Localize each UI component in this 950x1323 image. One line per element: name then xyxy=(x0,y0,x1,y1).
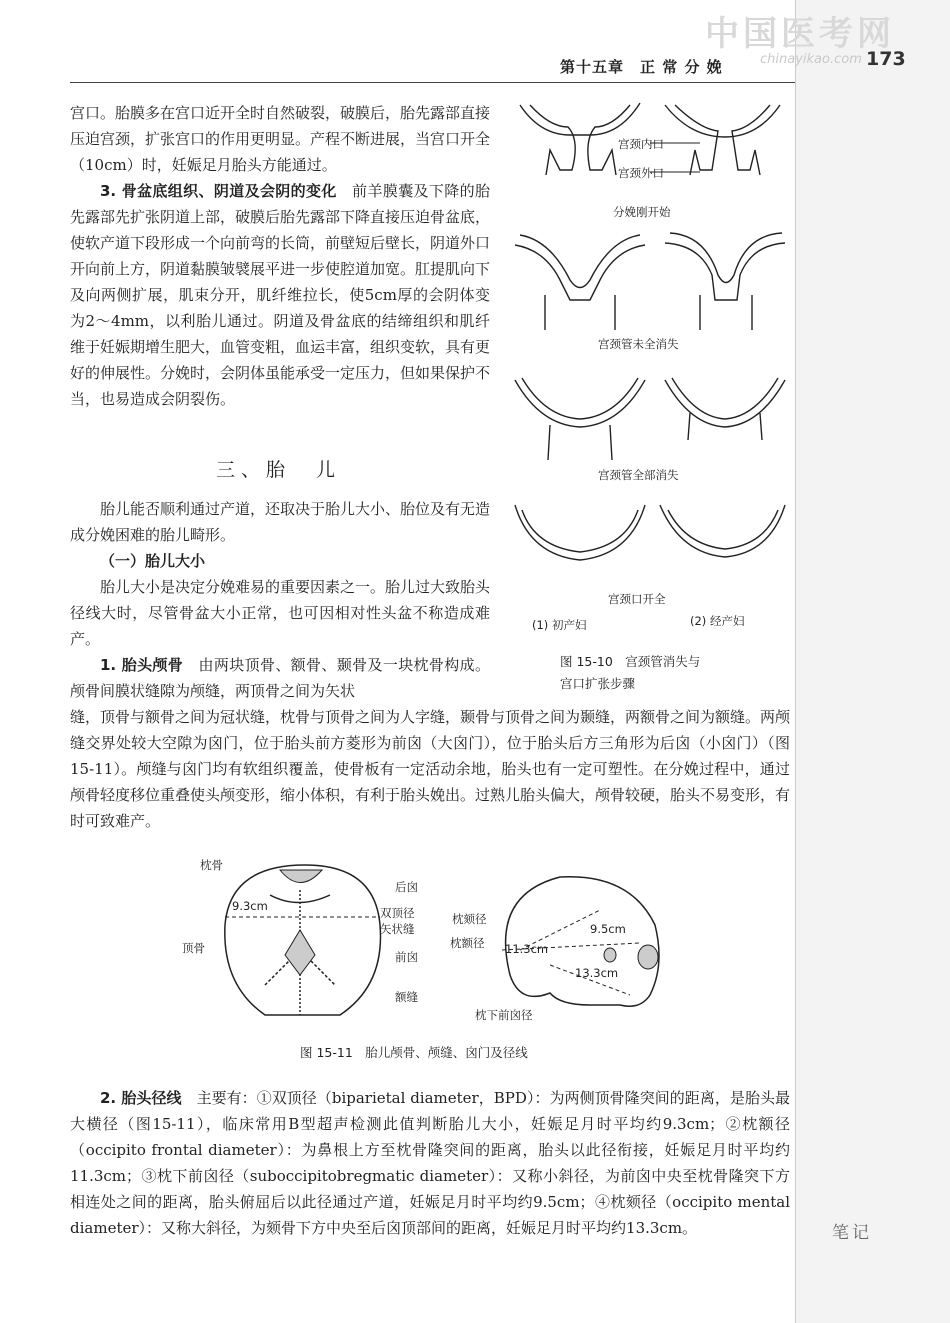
paragraph-1: 宫口。胎膜多在宫口近开全时自然破裂，破膜后，胎先露部直接压迫宫颈，扩张宫口的作用更明显。产程不断进展，当宫口开全（10cm）时，妊娠足月胎头方能通过。 xyxy=(70,104,491,174)
label-external-os: 宫颈外口 xyxy=(618,166,664,180)
label-suboccipitobregmatic: 枕下前囟径 xyxy=(475,1008,533,1022)
paragraph-2-body: 前羊膜囊及下降的胎先露部先扩张阴道上部，破膜后胎先露部下降直接压迫骨盆底，使软产道下段形成一个向前弯的长筒，前壁短后壁长，阴道外口开向前上方，阴道黏膜皱襞展平进一步使腔道加宽。肛提肌向下及向两侧扩展，肌束分开，肌纤维拉长，使5cm厚的会阴体变为2～4mm，以利胎儿通过。阴道及骨盆底的结缔组织和肌纤维于妊娠期增生肥大，血管变粗，血运丰富，组织变软，具有更好的伸展性。分娩时，会阴体虽能承受一定压力，但如果保护不当，也易造成会阴裂伤。 xyxy=(70,182,491,408)
label-occipitomental: 枕颏径 xyxy=(452,912,487,926)
label-133: 13.3cm xyxy=(575,966,619,980)
figure-15-11 xyxy=(170,855,680,1025)
stage-2-label: 宫颈管未全消失 xyxy=(598,337,679,351)
stage-4-label: 宫颈口开全 xyxy=(608,592,666,606)
paragraph-5a xyxy=(70,652,490,704)
figure-15-10 xyxy=(500,95,795,705)
label-frontal-suture: 额缝 xyxy=(395,990,418,1004)
figure-15-11-caption: 图 15-11 胎儿颅骨、颅缝、囟门及径线 xyxy=(300,1045,528,1060)
figure-15-10-caption-2: 宫口扩张步骤 xyxy=(560,676,636,691)
chapter-title: 第十五章 正 常 分 娩 xyxy=(560,58,723,76)
col-multipara: (2) 经产妇 xyxy=(690,614,745,628)
label-occipital: 枕骨 xyxy=(200,858,223,872)
paragraph-6-body: 主要有：①双顶径（biparietal diameter，BPD）：为两侧顶骨隆突间的距离，是胎头最大横径（图15-11），临床常用B型超声检测此值判断胎儿大小，妊娠足月时平均约9.3cm；②枕额径（occipito frontal diameter）：为鼻根上方至枕骨隆突间的距离，胎头以此径衔接，妊娠足月时平均约11.3cm；③枕下前囟径（suboccipitobregmatic diameter）：又称小斜径，为前囟中央至枕骨隆突下方相连处之间的距离，胎头俯屈后以此径通过产道，妊娠足月时平均约9.5cm；④枕颏径（occipito mental diameter）：又称大斜径，为颏骨下方中央至后囟顶部间的距离，妊娠足月时平均约13.3cm。 xyxy=(70,1089,791,1237)
section-title: 三、胎 儿 xyxy=(216,459,342,481)
label-anterior-fontanelle: 前囟 xyxy=(395,950,418,964)
paragraph-4: 胎儿大小是决定分娩难易的重要因素之一。胎儿过大致胎头径线大时，尽管骨盆大小正常，也可因相对性头盆不称造成难产。 xyxy=(70,578,491,648)
label-occipitofrontal: 枕额径 xyxy=(450,936,485,950)
heading-skull: 1. 胎头颅骨 xyxy=(100,656,184,674)
figure-15-10-caption-1: 图 15-10 宫颈管消失与 xyxy=(560,654,701,669)
watermark: 中国医考网 xyxy=(705,14,895,54)
paragraph-5b: 缝，顶骨与额骨之间为冠状缝，枕骨与顶骨之间为人字缝，颞骨与顶骨之间为颞缝，两额骨之间为额缝。两颅缝交界处较大空隙为囟门，位于胎头前方菱形为前囟（大囟门），位于胎头后方三角形为后囟（小囟门）（图15-11）。颅缝与囟门均有软组织覆盖，使骨板有一定活动余地，胎头也有一定可塑性。在分娩过程中，通过颅骨轻度移位重叠使头颅变形，缩小体积，有利于胎头娩出。过熟儿胎头偏大，颅骨较硬，胎头不易变形，有时可致难产。 xyxy=(70,708,791,830)
label-sagittal-suture: 矢状缝 xyxy=(380,922,415,936)
header-rule xyxy=(70,82,795,83)
paragraph-3: 胎儿能否顺利通过产道，还取决于胎儿大小、胎位及有无造成分娩困难的胎儿畸形。 xyxy=(70,500,491,544)
col-primipara: (1) 初产妇 xyxy=(532,618,587,632)
margin-note: 笔记 xyxy=(832,1223,872,1243)
sub-heading-fetal-size: （一）胎儿大小 xyxy=(100,552,206,570)
stage-1-label: 分娩刚开始 xyxy=(613,205,671,219)
label-bpd-value: 9.3cm xyxy=(232,899,268,913)
label-95: 9.5cm xyxy=(590,922,626,936)
margin-strip xyxy=(795,0,950,1323)
heading-pelvic-floor: 3. 骨盆底组织、阴道及会阴的变化 xyxy=(100,182,337,200)
label-113: 11.3cm xyxy=(505,942,549,956)
label-bpd: 双顶径 xyxy=(380,906,415,920)
paragraph-2 xyxy=(70,178,490,412)
page-number: 173 xyxy=(866,48,906,70)
watermark-url: chinayikao.com xyxy=(760,52,862,67)
paragraph-5a-body: 由两块顶骨、额骨、颞骨及一块枕骨构成。颅骨间膜状缝隙为颅缝，两顶骨之间为矢状 xyxy=(70,656,490,700)
label-posterior-fontanelle: 后囟 xyxy=(395,880,418,894)
heading-diameters: 2. 胎头径线 xyxy=(100,1089,182,1107)
label-internal-os: 宫颈内口 xyxy=(618,137,664,151)
paragraph-6 xyxy=(70,1085,790,1241)
stage-3-label: 宫颈管全部消失 xyxy=(598,468,679,482)
label-parietal: 顶骨 xyxy=(182,941,205,955)
